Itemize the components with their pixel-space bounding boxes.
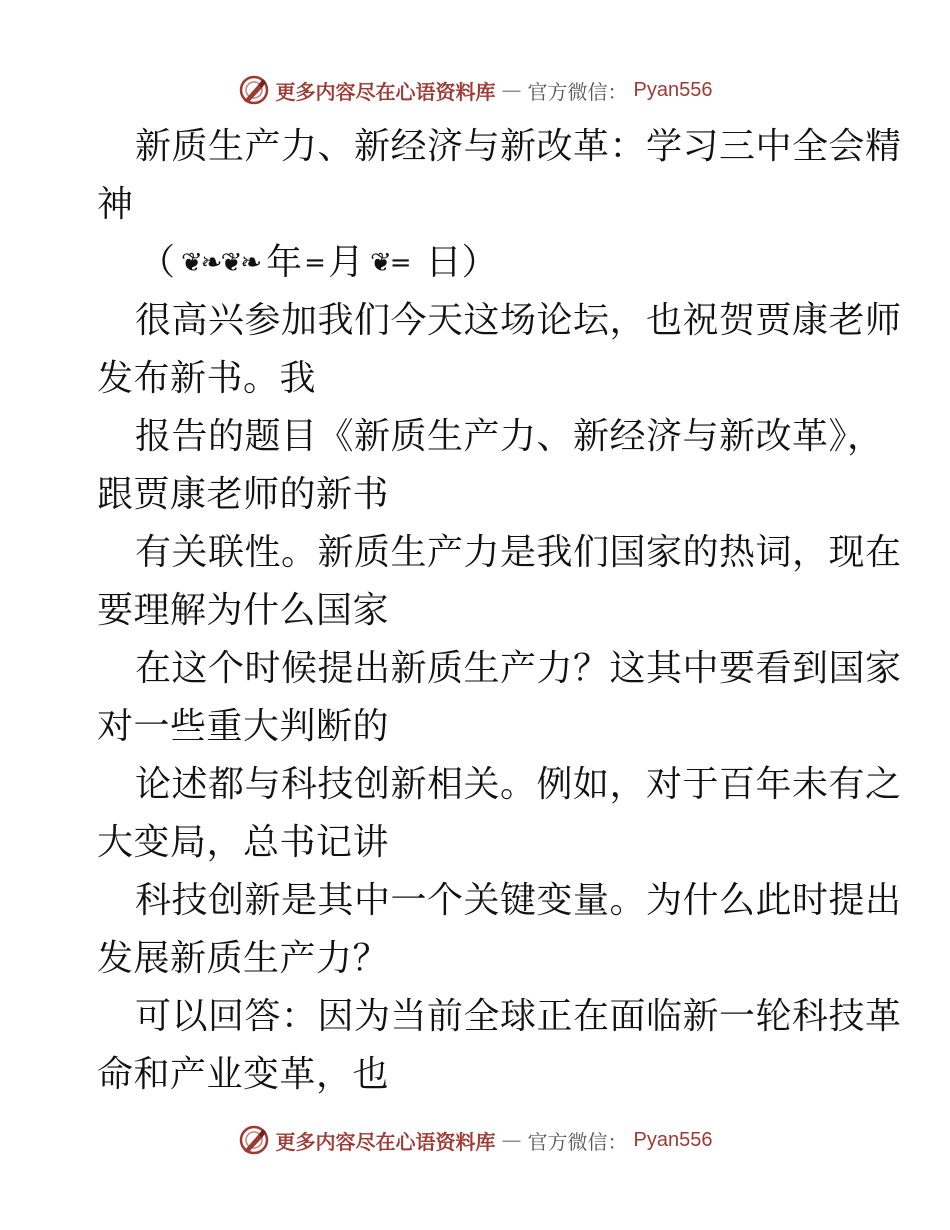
- paragraph-line: 有关联性。新质生产力是我们国家的热词，现在: [135, 532, 902, 573]
- paragraph-line: 对一些重大判断的: [97, 706, 390, 747]
- paragraph-line: 在这个时候提出新质生产力？这其中要看到国家: [135, 648, 902, 689]
- document-title-line: 新质生产力、新经济与新改革：学习三中全会精: [135, 126, 902, 167]
- date-close-paren: ）: [461, 242, 498, 283]
- date-day-glyphs: ❦=: [369, 248, 410, 278]
- footer-separator: —: [501, 1128, 522, 1152]
- paragraph-line: 命和产业变革，也: [97, 1054, 390, 1095]
- paragraph: [97, 292, 902, 1104]
- paragraph-line: 论述都与科技创新相关。例如，对于百年未有之: [135, 764, 902, 805]
- document-date: [97, 234, 857, 292]
- footer-brand-text: 更多内容尽在心语资料库: [275, 1129, 496, 1154]
- page-header: [0, 72, 950, 108]
- pen-logo-icon: [238, 1124, 270, 1156]
- document-title-line: 神: [97, 184, 134, 225]
- page-footer: [0, 1122, 950, 1158]
- date-day-label: 日: [425, 242, 462, 283]
- header-wechat-id: Pyan556: [633, 78, 713, 101]
- date-open-paren: （: [139, 242, 176, 283]
- paragraph-line: 发展新质生产力？: [97, 938, 390, 979]
- paragraph-line: 跟贾康老师的新书: [97, 474, 390, 515]
- paragraph-line: 报告的题目《新质生产力、新经济与新改革》，: [135, 416, 884, 457]
- paragraph-line: 大变局，总书记讲: [97, 822, 390, 863]
- header-official-label: 官方微信：: [527, 79, 628, 104]
- paragraph-line: 发布新书。我: [97, 358, 317, 399]
- pen-logo-icon: [238, 74, 270, 106]
- paragraph-line: 科技创新是其中一个关键变量。为什么此时提出: [135, 880, 902, 921]
- paragraph-line: 要理解为什么国家: [97, 590, 390, 631]
- date-month-glyphs: =: [304, 248, 326, 278]
- document-body: [97, 118, 902, 1104]
- footer-wechat-id: Pyan556: [633, 1128, 713, 1151]
- date-year-label: 年: [266, 242, 303, 283]
- date-month-label: 月: [327, 242, 364, 283]
- footer-official-label: 官方微信：: [527, 1129, 628, 1154]
- paragraph-line: 可以回答：因为当前全球正在面临新一轮科技革: [135, 996, 902, 1037]
- header-separator: —: [501, 78, 522, 102]
- date-year-glyphs: ❦❧❦❧: [181, 248, 261, 278]
- header-brand-text: 更多内容尽在心语资料库: [275, 79, 496, 104]
- paragraph-line: 很高兴参加我们今天这场论坛，也祝贺贾康老师: [135, 300, 902, 341]
